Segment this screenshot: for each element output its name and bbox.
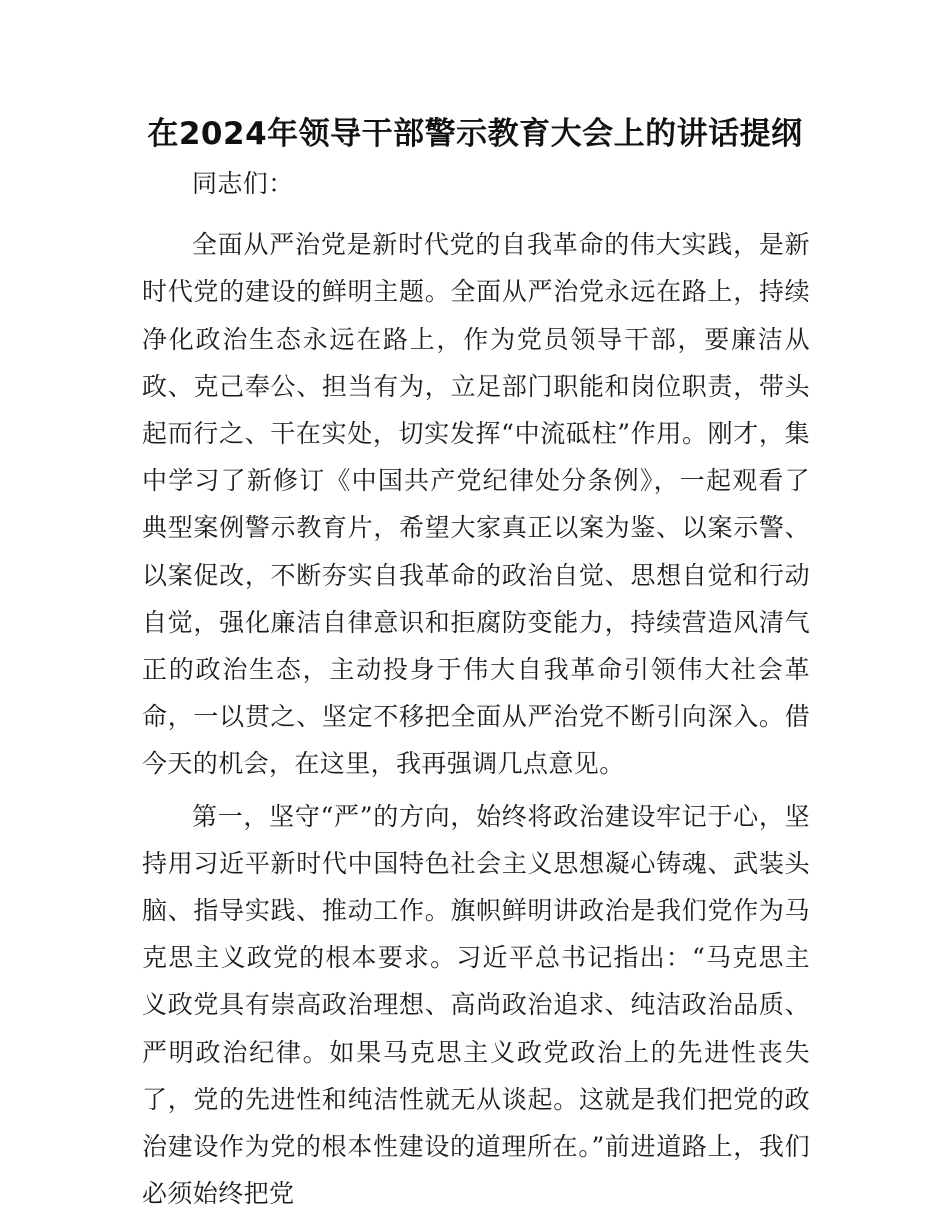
document-title: 在2024年领导干部警示教育大会上的讲话提纲 (147, 116, 803, 152)
salutation: 同志们： (192, 169, 294, 198)
paragraph-first-point: 第一，坚守“严”的方向，始终将政治建设牢记于心，坚持用习近平新时代中国特色社会主义思想凝心铸魂、武装头脑、指导实践、推动工作。旗帜鲜明讲政治是我们党作为马克思主义政党的根本要求。习近平总书记指出：“马克思主义政党具有崇高政治理想、高尚政治追求、纯洁政治品质、严明政治纪律。如果马克思主义政党政治上的先进性丧失了，党的先进性和纯洁性就无从谈起。这就是我们把党的政治建设作为党的根本性建设的道理所在。”前进道路上，我们必须始终把党 (142, 801, 810, 1209)
paragraph-intro: 全面从严治党是新时代党的自我革命的伟大实践，是新时代党的建设的鲜明主题。全面从严治党永远在路上，持续净化政治生态永远在路上，作为党员领导干部，要廉洁从政、克己奉公、担当有为，立足部门职能和岗位职责，带头起而行之、干在实处，切实发挥“中流砥柱”作用。刚才，集中学习了新修订《中国共产党纪律处分条例》，一起观看了典型案例警示教育片，希望大家真正以案为鉴、以案示警、以案促改，不断夯实自我革命的政治自觉、思想自觉和行动自觉，强化廉洁自律意识和拒腐防变能力，持续营造风清气正的政治生态，主动投身于伟大自我革命引领伟大社会革命，一以贯之、坚定不移把全面从严治党不断引向深入。借今天的机会，在这里，我再强调几点意见。 (142, 230, 810, 779)
document-body (142, 160, 810, 1217)
